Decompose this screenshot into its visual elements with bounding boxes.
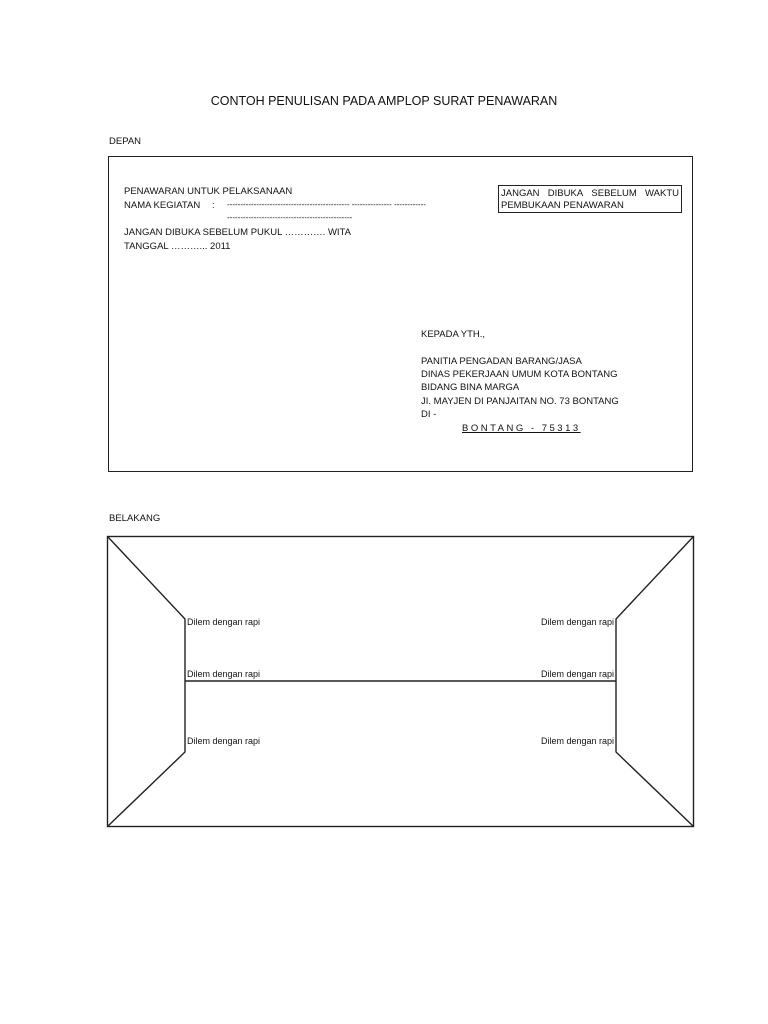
glue-note: Dilem dengan rapi	[187, 736, 261, 746]
glue-note: Dilem dengan rapi	[540, 669, 614, 679]
glue-note: Dilem dengan rapi	[540, 736, 614, 746]
front-label: DEPAN	[109, 136, 142, 147]
warning-line-2: PEMBUKAAN PENAWARAN	[501, 200, 624, 211]
warning-word: DIBUKA	[547, 188, 584, 199]
city-postcode: BONTANG - 75313	[462, 423, 581, 434]
glue-note: Dilem dengan rapi	[187, 617, 261, 627]
address-line: JI. MAYJEN DI PANJAITAN NO. 73 BONTANG	[421, 396, 619, 407]
offer-line: PENAWARAN UNTUK PELAKSANAAN	[124, 186, 293, 197]
page-title: CONTOH PENULISAN PADA AMPLOP SURAT PENAWARAN	[210, 94, 558, 108]
address-line: DI -	[421, 409, 437, 420]
open-time: JANGAN DIBUKA SEBELUM PUKUL …………. WITA	[124, 227, 351, 238]
activity-label: NAMA KEGIATAN	[124, 200, 201, 211]
glue-note: Dilem dengan rapi	[540, 617, 614, 627]
warning-word: SEBELUM	[591, 188, 637, 199]
right-flap	[616, 537, 693, 826]
address-line: BIDANG BINA MARGA	[421, 382, 520, 393]
warning-word: JANGAN	[501, 188, 540, 199]
activity-colon: :	[212, 200, 215, 211]
activity-dashes-2: -----------------------------------------------	[227, 213, 353, 222]
glue-note: Dilem dengan rapi	[187, 669, 261, 679]
address-line: PANITIA PENGADAN BARANG/JASA	[421, 356, 582, 367]
back-label: BELAKANG	[109, 513, 161, 524]
recipient-greeting: KEPADA YTH.,	[421, 329, 486, 340]
address-line: DINAS PEKERJAAN UMUM KOTA BONTANG	[421, 369, 618, 380]
activity-dashes: ---------------------------------------------- --------------- ------------	[227, 200, 426, 209]
warning-word: WAKTU	[645, 188, 679, 199]
left-flap	[108, 537, 185, 826]
date-line: TANGGAL ………... 2011	[124, 241, 231, 252]
